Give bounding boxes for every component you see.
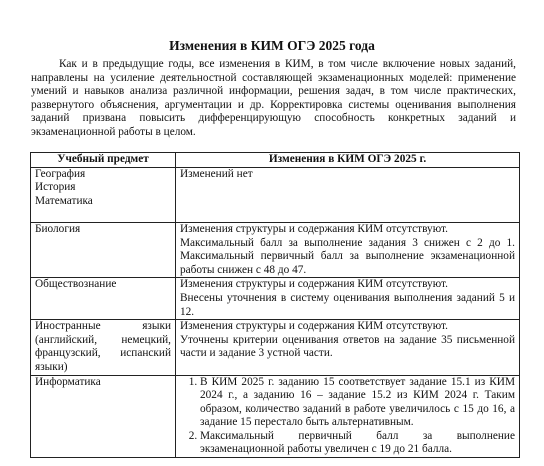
- subject-name: Иностранные языки (английский, немецкий, французский, испанский языки): [35, 320, 171, 373]
- change-text: Максимальный балл за выполнение задания 3 снижен с 2 до 1. Максимальный первичный балл за выполнение экзаменационной работы снижен с 48 до 47.: [180, 236, 515, 276]
- change-text: Внесены уточнения в систему оценивания выполнения заданий 5 и 12.: [180, 291, 515, 318]
- changes-cell: [176, 167, 520, 222]
- subject-name: Информатика: [35, 375, 101, 388]
- subject-name: История: [35, 181, 76, 194]
- table-row: [31, 278, 520, 320]
- subject-name: Биология: [35, 222, 81, 235]
- table-header-row: [31, 153, 520, 168]
- list-item: 2. Максимальный первичный балл за выполнение экзаменационной работы увеличен с 19 до 21 балла.: [200, 430, 515, 457]
- change-text: Изменения структуры и содержания КИМ отсутствуют.: [180, 222, 448, 235]
- header-changes: Изменения в КИМ ОГЭ 2025 г.: [176, 153, 520, 168]
- table-row: [31, 167, 520, 222]
- subject-cell: [31, 222, 176, 277]
- table-row: [31, 375, 520, 458]
- subject-cell: [31, 278, 176, 320]
- list-item: 1. В КИМ 2025 г. заданию 15 соответствует задание 15.1 из КИМ 2024 г., а заданию 16 – задание 15.2 из КИМ 2024 г. Таким образом, количество заданий в работе увеличилось с 15 до 16, а задание 15 перестало быть альтернативным.: [200, 376, 515, 430]
- table-row: [31, 222, 520, 277]
- subject-cell: [31, 167, 176, 222]
- change-text: Изменения структуры и содержания КИМ отсутствуют.: [180, 320, 448, 333]
- change-text: Уточнены критерии оценивания ответов на задание 35 письменной части и задание 3 устной части.: [180, 333, 515, 360]
- subject-name: Обществознание: [35, 278, 117, 291]
- intro-paragraph: Как и в предыдущие годы, все изменения в КИМ, в том числе включение новых заданий, направлены на усиление деятельностной составляющей экзаменационных моделей: применение умений и навыков анализа различной информации, решения задач, в том числе практических, развернутого объяснения, аргументации и др. Корректировка системы оценивания выполнения заданий призвана повысить дифференцирующую способность конкретных заданий и экзаменационной работы в целом.: [31, 58, 516, 138]
- changes-cell: [176, 278, 520, 320]
- table-row: [31, 320, 520, 375]
- changes-table: [30, 152, 520, 458]
- change-text: Изменения структуры и содержания КИМ отсутствуют.: [180, 278, 448, 291]
- subject-cell: [31, 320, 176, 375]
- row-spacer: [35, 208, 171, 222]
- header-subject: Учебный предмет: [31, 153, 176, 168]
- subject-name: Математика: [35, 194, 93, 207]
- subject-cell: [31, 375, 176, 458]
- changes-cell: [176, 375, 520, 458]
- changes-cell: [176, 320, 520, 375]
- change-text: Изменений нет: [180, 167, 253, 180]
- changes-cell: [176, 222, 520, 277]
- subject-name: География: [35, 167, 86, 180]
- document-title: Изменения в КИМ ОГЭ 2025 года: [169, 38, 375, 53]
- numbered-change-list: [180, 376, 515, 458]
